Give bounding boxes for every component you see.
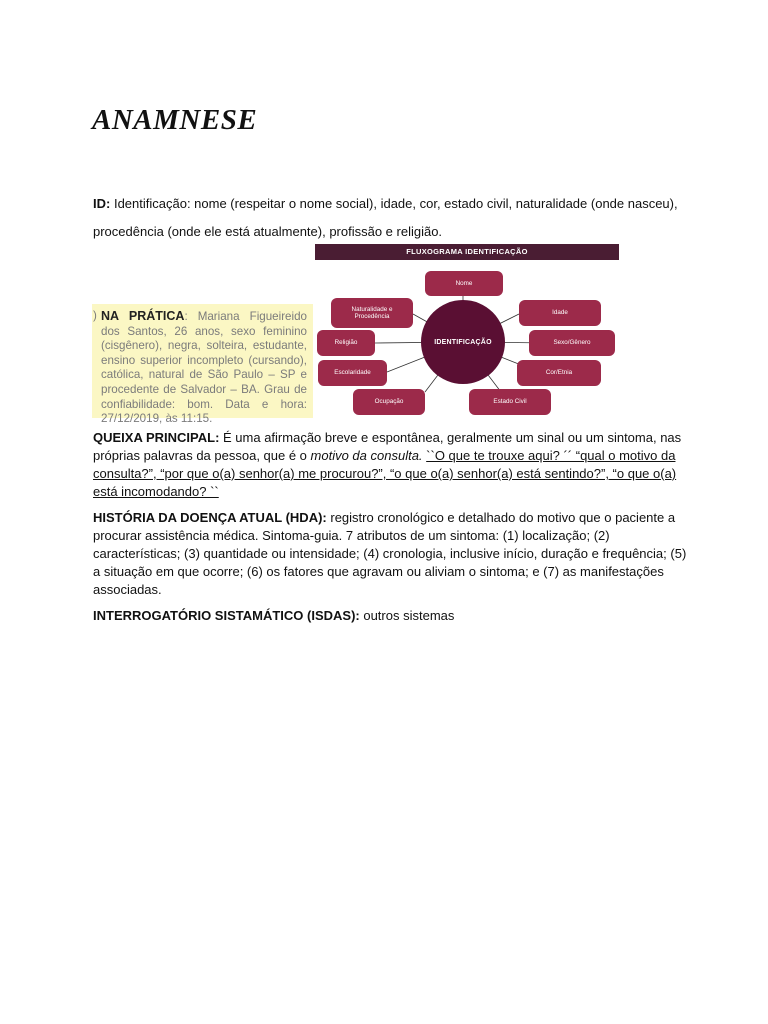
pratica-text: : Mariana Figueireido dos Santos, 26 anos, sexo feminino (cisgênero), negra, solteira, estudante, ensino superior incompleto (cursando), católica, natural de São Paulo – SP e procedente de Salvador – BA. Grau de confiabilidade: bom. Data e hora: 27/12/2019, às 11:15. [101, 310, 307, 426]
queixa-questions: ``O que te trouxe aqui? ´´ “qual o motivo da consulta?”, “por que o(a) senhor(a) me procurou?”, “o que o(a) senhor(a) está sentindo?”, “o que o(a) está incomodando? `` [93, 448, 677, 499]
node-idade: Idade [519, 300, 601, 326]
node-identificacao-center: IDENTIFICAÇÃO [421, 300, 505, 384]
hda-label: HISTÓRIA DA DOENÇA ATUAL (HDA): [93, 510, 327, 525]
queixa-italic: motivo da consulta. [310, 448, 423, 463]
node-ocupacao: Ocupação [353, 389, 425, 415]
isdas-text: outros sistemas [359, 608, 455, 623]
queixa-paragraph [93, 429, 693, 501]
flowchart-title: FLUXOGRAMA IDENTIFICAÇÃO [315, 244, 619, 260]
node-sexo-genero: Sexo/Gênero [529, 330, 615, 356]
isdas-paragraph [93, 607, 693, 625]
hda-paragraph [93, 509, 693, 599]
pratica-label: NA PRÁTICA [101, 309, 185, 323]
node-nome: Nome [425, 271, 503, 296]
queixa-text: É uma afirmação breve e espontânea, geralmente um sinal ou um sintoma, nas próprias palavras da pessoa, que é o [93, 430, 682, 463]
flowchart-identificacao [315, 244, 619, 416]
node-cor-etnia: Cor/Etnia [517, 360, 601, 386]
node-naturalidade: Naturalidade e Procedência [331, 298, 413, 328]
node-religiao: Religião [317, 330, 375, 356]
id-paragraph [93, 190, 693, 246]
hda-text: registro cronológico e detalhado do motivo que o paciente a procurar assistência médica. Sintoma-guia. 7 atributos de um sintoma: (1) localização; (2) características; (3) quantidade ou intensidade; (4) cronologia, inclusive início, duração e frequência; (5) a situação em que ocorre; (6) os fatores que agravam ou aliviam o sintoma; e (7) as manifestações associadas. [93, 510, 687, 597]
node-escolaridade: Escolaridade [318, 360, 387, 386]
id-label: ID: [93, 196, 111, 211]
id-text: Identificação: nome (respeitar o nome social), idade, cor, estado civil, naturalidade (onde nasceu), procedência (onde ele está atualmente), profissão e religião. [93, 196, 678, 239]
isdas-label: INTERROGATÓRIO SISTAMÁTICO (ISDAS): [93, 608, 360, 623]
pratica-lead-mark: ) [93, 309, 97, 322]
node-estado-civil: Estado Civil [469, 389, 551, 415]
document-title: ANAMNESE [92, 104, 258, 136]
queixa-label: QUEIXA PRINCIPAL: [93, 430, 220, 445]
na-pratica-box [92, 304, 313, 426]
